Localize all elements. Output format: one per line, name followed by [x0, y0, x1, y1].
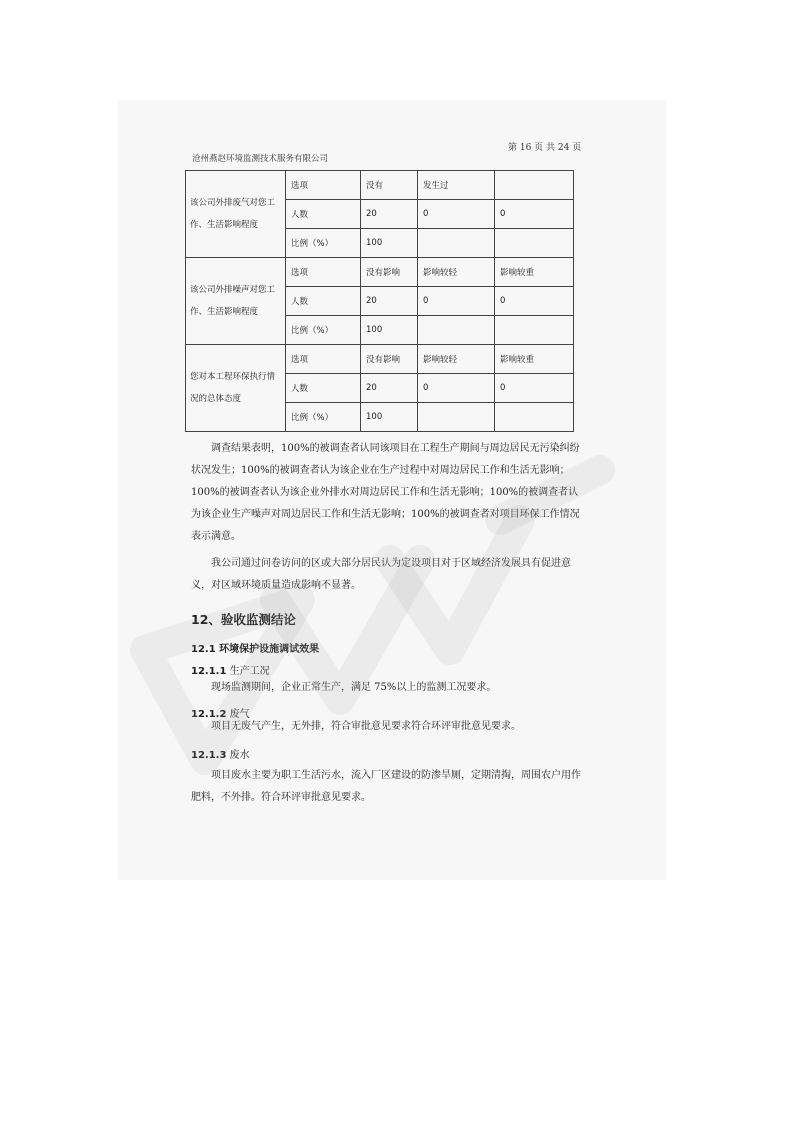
table-cell: 0 [495, 200, 574, 229]
table-cell: 100 [361, 316, 418, 345]
table-cell [418, 229, 495, 258]
table-cell [495, 316, 574, 345]
table-row [186, 345, 574, 374]
table-row [186, 258, 574, 287]
table-cell: 0 [495, 374, 574, 403]
table-cell [495, 229, 574, 258]
table-cell: 0 [418, 200, 495, 229]
page-number: 第 16 页 共 24 页 [508, 143, 582, 153]
item-heading-wastewater [191, 746, 250, 761]
table-cell: 选项 [286, 171, 361, 200]
item-number: 12.1.2 [191, 709, 227, 720]
table-cell: 比例（%） [286, 316, 361, 345]
subsection-title: 12.1 环境保护设施调试效果 [191, 644, 320, 655]
table-cell: 没有影响 [361, 258, 418, 287]
item-number: 12.1.1 [191, 666, 227, 677]
table-cell: 影响较轻 [418, 258, 495, 287]
item-title: 生产工况 [229, 666, 270, 677]
table-cell: 比例（%） [286, 403, 361, 432]
table-cell: 100 [361, 229, 418, 258]
economic-impact-paragraph: 我公司通过问卷访问的区或大部分居民认为定设项目对于区域经济发展具有促进意义，对区域环境质量造成影响不显著。 [191, 558, 571, 591]
company-name: 沧州燕赵环境监测技术服务有限公司 [192, 154, 329, 164]
table-cell [495, 403, 574, 432]
table-cell: 比例（%） [286, 229, 361, 258]
survey-result-paragraph: 调查结果表明，100%的被调查者认同该项目在工程生产期间与周边居民无污染纠纷状况发生；100%的被调查者认为该企业在生产过程中对周边居民工作和生活无影响；100%的被调查者认为该企业外排水对周边居民工作和生活无影响；100%的被调查者认为该企业生产噪声对周边居民工作和生活无影响；100%的被调查者对项目环保工作情况表示满意。 [191, 443, 580, 542]
table-cell: 100 [361, 403, 418, 432]
table-cell: 影响较重 [495, 345, 574, 374]
item-heading-production [191, 662, 270, 677]
item-body-exhaust: 项目无废气产生，无外排，符合审批意见要求符合环评审批意见要求。 [211, 721, 521, 732]
table-cell: 20 [361, 287, 418, 316]
table-cell: 人数 [286, 374, 361, 403]
table-cell [418, 316, 495, 345]
table-cell [495, 171, 574, 200]
item-number: 12.1.3 [191, 750, 227, 761]
table-cell: 0 [418, 374, 495, 403]
table-cell: 选项 [286, 258, 361, 287]
survey-table [185, 170, 574, 432]
table-cell: 发生过 [418, 171, 495, 200]
item-title: 废气 [229, 709, 250, 720]
section-title: 12、验收监测结论 [191, 612, 296, 627]
table-row [186, 171, 574, 200]
table-cell: 20 [361, 374, 418, 403]
table-cell: 影响较轻 [418, 345, 495, 374]
item-title: 废水 [229, 750, 250, 761]
table-cell [418, 403, 495, 432]
table-cell: 影响较重 [495, 258, 574, 287]
item-body-production: 现场监测期间，企业正常生产，满足 75%以上的监测工况要求。 [211, 682, 497, 693]
table-cell: 没有 [361, 171, 418, 200]
table-cell: 0 [495, 287, 574, 316]
table-cell: 人数 [286, 287, 361, 316]
table-cell: 0 [418, 287, 495, 316]
table-cell: 人数 [286, 200, 361, 229]
survey-question-cell: 您对本工程环保执行情况的总体态度 [186, 345, 286, 432]
table-cell: 没有影响 [361, 345, 418, 374]
survey-question-cell: 该公司外排噪声对您工作、生活影响程度 [186, 258, 286, 345]
table-cell: 选项 [286, 345, 361, 374]
survey-question-cell: 该公司外排废气对您工作、生活影响程度 [186, 171, 286, 258]
item-body-wastewater: 项目废水主要为职工生活污水，流入厂区建设的防渗旱厕，定期清掏，周围农户用作肥料，不外排。符合环评审批意见要求。 [191, 770, 581, 803]
table-cell: 20 [361, 200, 418, 229]
